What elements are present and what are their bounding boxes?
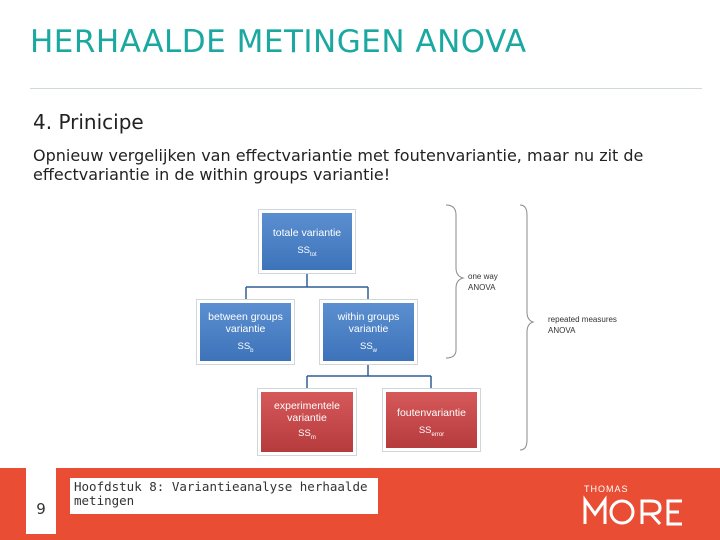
within-groups-label: within groups variantie <box>337 311 400 335</box>
label-one-way-anova: one way ANOVA <box>468 272 498 292</box>
bracket-one-way <box>446 205 463 358</box>
body-paragraph: Opnieuw vergelijken van effectvariantie met foutenvariantie, maar nu zit de effectvariantie in de within groups variantie! <box>33 146 644 184</box>
box-total-variance <box>259 210 355 273</box>
slide-title: HERHAALDE METINGEN ANOVA <box>30 24 527 60</box>
svg-text:MORE: MORE <box>582 494 585 495</box>
between-groups-label: between groups variantie <box>208 311 283 335</box>
logo-thomas-text: THOMAS <box>584 484 629 494</box>
chapter-label: Hoofdstuk 8: Variantieanalyse herhaalde metingen <box>74 479 368 508</box>
experimental-variance-label: experimentele variantie <box>274 400 340 424</box>
between-groups-ss: $SS_b$ <box>237 341 254 354</box>
box-error-variance <box>383 389 480 451</box>
box-within-groups <box>320 300 417 364</box>
thomas-more-logo <box>582 494 692 528</box>
total-variance-label: totale variantie <box>272 227 342 239</box>
label-repeated-measures-anova: repeated measures ANOVA <box>548 315 617 335</box>
experimental-variance-ss: $SS_m$ <box>298 428 316 441</box>
section-heading: 4. Prinicipe <box>33 110 144 134</box>
bracket-repeated <box>520 205 533 450</box>
total-variance-ss: $SS_{tot}$ <box>297 245 317 258</box>
box-experimental-variance <box>258 389 356 455</box>
within-groups-ss: $SS_w$ <box>359 341 378 354</box>
error-variance-ss: $SS_{error}$ <box>418 425 445 438</box>
page-number: 9 <box>36 500 46 518</box>
error-variance-label: foutenvariantie <box>397 407 466 419</box>
box-between-groups <box>197 300 294 364</box>
